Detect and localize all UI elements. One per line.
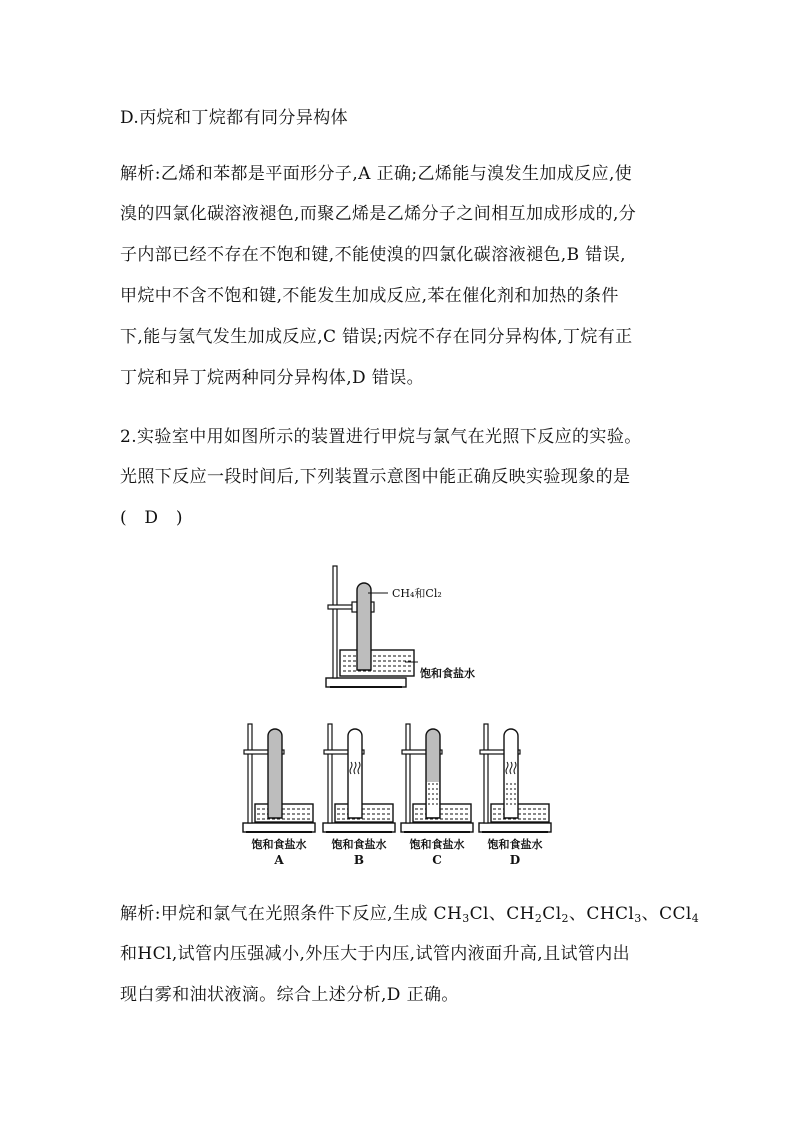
analysis1-line-2: 溴的四氯化碳溶液褪色,而聚乙烯是乙烯分子之间相互加成形成的,分: [120, 204, 637, 224]
option-d-liquid-label: 饱和食盐水: [487, 838, 543, 851]
option-c-letter: C: [432, 853, 442, 867]
option-b-liquid-label: 饱和食盐水: [331, 838, 387, 851]
separator: 、: [488, 904, 507, 924]
analysis1-line-1: 解析:乙烯和苯都是平面形分子,A 正确;乙烯能与溴发生加成反应,使: [120, 164, 633, 184]
separator: 、: [641, 904, 660, 924]
figure-top-apparatus: [320, 560, 490, 695]
formula-ccl4: CCl$_4$: [659, 904, 700, 925]
question2-answer: ( D ): [120, 508, 183, 528]
option-a-letter: A: [274, 853, 284, 867]
option-b-letter: B: [353, 853, 365, 867]
analysis2-line-3: 现白雾和油状液滴。综合上述分析,D 正确。: [120, 985, 459, 1005]
analysis2-line-1: [120, 902, 700, 926]
option-c-liquid-label: 饱和食盐水: [409, 838, 465, 851]
gas-label: CH₄和Cl₂: [392, 587, 442, 600]
top-liquid-label: 饱和食盐水: [420, 667, 475, 680]
option-d: D.丙烷和丁烷都有同分异构体: [120, 108, 349, 128]
figure-option-a: [240, 720, 320, 870]
option-a-liquid-label: 饱和食盐水: [251, 838, 307, 851]
analysis1-line-6: 丁烷和异丁烷两种同分异构体,D 错误。: [120, 368, 425, 388]
formula-chcl3: CHCl$_3$: [586, 904, 642, 925]
analysis2-prefix: 解析:甲烷和氯气在光照条件下反应,生成: [120, 904, 434, 924]
analysis1-line-4: 甲烷中不含不饱和键,不能发生加成反应,苯在催化剂和加热的条件: [120, 286, 619, 306]
analysis1-line-5: 下,能与氢气发生加成反应,C 错误;丙烷不存在同分异构体,丁烷有正: [120, 327, 633, 347]
figure-option-d: [476, 720, 556, 870]
separator: 、: [568, 904, 587, 924]
figure-option-b: [320, 720, 400, 870]
question2-line-1: 2.实验室中用如图所示的装置进行甲烷与氯气在光照下反应的实验。: [120, 427, 642, 447]
analysis1-line-3: 子内部已经不存在不饱和键,不能使溴的四氯化碳溶液褪色,B 错误,: [120, 245, 626, 265]
figure-option-c: [398, 720, 478, 870]
formula-ch3cl: $CH_3Cl$: [433, 904, 489, 925]
question2-line-2: 光照下反应一段时间后,下列装置示意图中能正确反映实验现象的是: [120, 467, 631, 487]
analysis2-line-2: 和HCl,试管内压强减小,外压大于内压,试管内液面升高,且试管内出: [120, 944, 631, 964]
option-d-letter: D: [509, 853, 521, 867]
formula-ch2cl2: $CH_2Cl_2$: [506, 904, 569, 925]
